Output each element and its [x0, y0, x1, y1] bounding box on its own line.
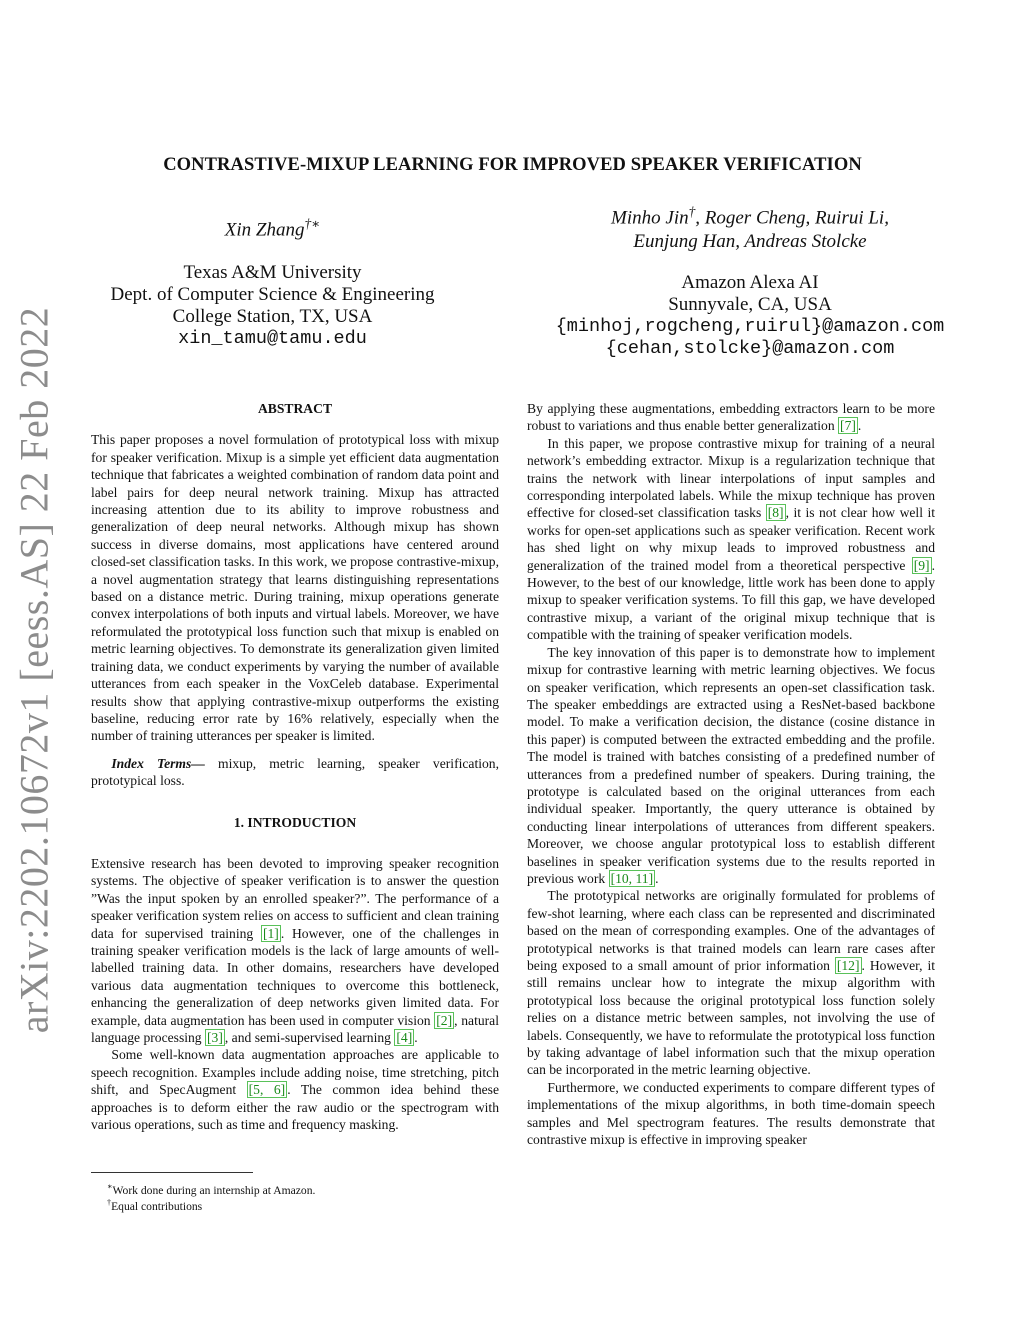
- author-affiliation: College Station, TX, USA: [172, 306, 373, 328]
- citation-link[interactable]: [9]: [913, 557, 930, 573]
- arxiv-side-stamp: arXiv:2202.10672v1 [eess.AS] 22 Feb 2022: [11, 306, 57, 1034]
- intro-paragraph: Extensive research has been devoted to improving speaker recognition systems. The objective of speaker verification is to answer the question ”Was the input spoken by an enrolled speaker?”. The performance of a speaker verification system relies on access to sufficient and clean training data for supervised training [1] . However, one of the challenges in training speaker verification models is the lack of large amounts of well-labelled training data. In other domains, researchers have developed various data augmentation techniques to overcome this bottleneck, enhancing the generalization of deep networks given limited data. For example, data augmentation has been used in computer vision [2] , natural language processing [3] , and semi-supervised learning [4] .: [91, 855, 499, 1045]
- footnote-rule: [91, 1172, 253, 1173]
- paper-title: CONTRASTIVE-MIXUP LEARNING FOR IMPROVED SPEAKER VERIFICATION: [163, 155, 862, 175]
- footnote: †Equal contributions: [107, 1198, 203, 1213]
- left-column: [91, 400, 499, 1133]
- author-names-line: Minho Jin†, Roger Cheng, Ruirui Li,: [611, 204, 889, 229]
- index-terms: Index Terms— mixup, metric learning, speaker verification, prototypical loss.: [91, 755, 499, 789]
- author-email[interactable]: xin_tamu@tamu.edu: [178, 328, 367, 350]
- citation-link[interactable]: [8]: [767, 505, 784, 521]
- citation-link[interactable]: [3]: [207, 1030, 223, 1045]
- right-column: [527, 400, 935, 1148]
- citation-link[interactable]: [4]: [396, 1030, 413, 1045]
- author-name: Xin Zhang†∗: [224, 216, 321, 241]
- abstract-heading: ABSTRACT: [257, 401, 333, 416]
- author-email[interactable]: {cehan,stolcke}@amazon.com: [605, 338, 895, 360]
- author-block-left: [90, 212, 455, 350]
- citation-link[interactable]: [2]: [436, 1012, 453, 1028]
- intro-paragraph: Some well-known data augmentation approaches are applicable to speech recognition. Examples include adding noise, time stretching, pitch shift, and SpecAugment [5, 6] . The common idea behind these approaches is to deform either the raw audio or the spectrogram with various operations, such as time and frequency masking.: [91, 1047, 500, 1133]
- citation-link[interactable]: [1]: [262, 925, 279, 941]
- footnote: ∗Work done during an internship at Amazon.: [107, 1182, 316, 1197]
- citation-link[interactable]: [5, 6]: [248, 1082, 286, 1098]
- citation-link[interactable]: [12]: [836, 958, 860, 973]
- author-block-right: [505, 200, 995, 360]
- body-paragraph: In this paper, we propose contrastive mixup for training of a neural network’s embedding extractor. Mixup is a regularization technique that trains the network with linear interpolations of input samples and corresponding interpolated labels. While the mixup technique has proven effective for closed-set classification tasks [8] , it is not clear how well it works for open-set applications such as speaker verification. Recent work has shed light on why mixup leads to improved robustness and generalization of the trained model from a theoretical perspective [9] . However, to the best of our knowledge, little work has been done to apply mixup to speaker verification systems. To fill this gap, we have developed contrastive mixup, a variant of the original mixup technique that is compatible with the training of speaker verification models.: [527, 435, 936, 643]
- citation-link[interactable]: [10, 11]: [610, 870, 654, 886]
- author-names-line: Eunjung Han, Andreas Stolcke: [633, 231, 867, 253]
- body-paragraph: Furthermore, we conducted experiments to compare different types of implementations of the mixup algorithms, in both time-domain speech samples and Mel spectrogram features. The results demonstrate that contrastive mixup is effective in improving speaker: [527, 1079, 935, 1148]
- citation-link[interactable]: [7]: [840, 418, 856, 434]
- author-email[interactable]: {minhoj,rogcheng,ruirul}@amazon.com: [555, 316, 945, 338]
- body-paragraph: The prototypical networks are originally formulated for problems of few-shot learning, where each class can be represented and discriminated based on the mean of corresponding examples. One of the advantages of prototypical networks is that trained models can learn rare cases after being exposed to a small amount of prior information [12] . However, it still remains unclear how to integrate the mixup algorithm with prototypical loss because the original prototypical loss function solely relies on a distance metric between samples, not involving the use of labels. Consequently, we have to reformulate the prototypical loss function by taking advantage of label information such that the mixup operation can be incorporated in the metric learning objective.: [527, 888, 935, 1078]
- intro-heading: 1. INTRODUCTION: [233, 814, 357, 830]
- author-affiliation: Dept. of Computer Science & Engineering: [110, 284, 435, 306]
- abstract-text: This paper proposes a novel formulation of prototypical loss with mixup for speaker verification. Mixup is a simple yet efficient data augmentation technique that fabricates a weighted combination of random data point and label pairs for deep neural network training. Mixup has attracted increasing attention due to its ability to improve robustness and generalization of deep neural networks. Although mixup has shown success in diverse domains, most applications have centered around closed-set classification tasks. In this work, we propose contrastive-mixup, a novel augmentation strategy that learns distinguishing representations based on a distance metric. During training, mixup operations generate convex interpolations of both inputs and virtual labels. Moreover, we have reformulated the prototypical loss function such that mixup is enabled on metric learning objectives. To demonstrate its generalization given limited training data, we conduct experiments by varying the number of available utterances from each speaker in the VoxCeleb database. Experimental results show that applying contrastive-mixup outperforms the existing baseline, reducing error rate by 16% relatively, especially when the number of training utterances per speaker is limited.: [91, 432, 499, 744]
- author-affiliation: Amazon Alexa AI: [681, 272, 819, 294]
- author-affiliation: Texas A&M University: [183, 262, 362, 284]
- body-paragraph: By applying these augmentations, embedding extractors learn to be more robust to variations and thus enable better generalization [7] .: [527, 401, 935, 434]
- body-paragraph: The key innovation of this paper is to demonstrate how to implement mixup for contrastive learning with metric learning objectives. We focus on speaker verification, which represents an open-set classification task. The speaker embeddings are extracted using a ResNet-based backbone model. To make a verification decision, the distance (cosine distance in this paper) is computed between the extracted embedding and the profile. The model is trained with batches consisting of a predefined number of utterances from a predefined number of speakers. During training, the prototype is calculated based on the original utterances from each individual speaker. Importantly, the query utterance is obtained by conducting linear interpolations of utterances from different speakers. Moreover, we choose angular prototypical loss to establish different baselines in speaker verification systems due to the results reported in previous work [10, 11] .: [527, 644, 935, 886]
- author-affiliation: Sunnyvale, CA, USA: [668, 294, 832, 316]
